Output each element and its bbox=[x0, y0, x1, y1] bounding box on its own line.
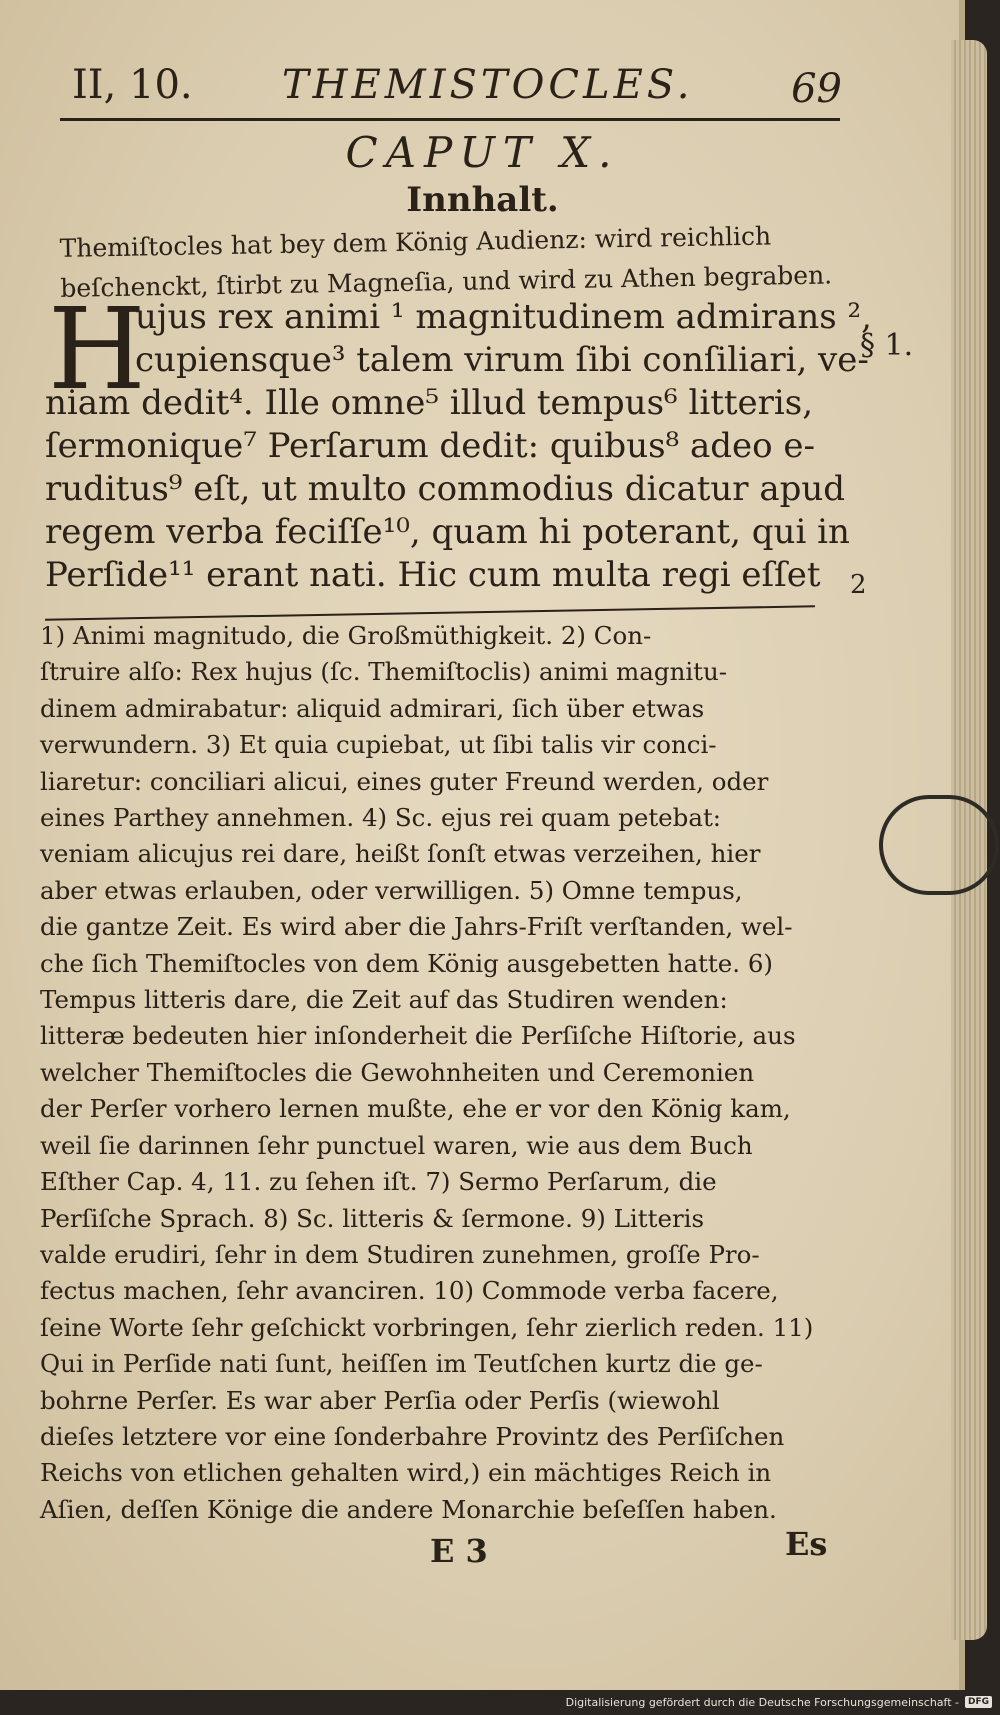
footnote-line: Reichs von etlichen gehalten wird,) ein mächtiges Reich in bbox=[40, 1458, 772, 1488]
signature-mark: E 3 bbox=[430, 1532, 488, 1570]
contents-heading: Innhalt. bbox=[406, 180, 559, 220]
body-line: ruditus⁹ eſt, ut multo commodius dicatur apud bbox=[45, 469, 846, 509]
footnote-line: bohrne Perſer. Es war aber Perſia oder Perſis (wiewohl bbox=[40, 1385, 720, 1415]
footnote-line: dieſes letztere vor eine ſonderbahre Provintz des Perſiſchen bbox=[40, 1421, 785, 1451]
body-line: ujus rex animi ¹ magnitudinem admirans ², bbox=[135, 297, 872, 337]
body-line: Perſide¹¹ erant nati. Hic cum multa regi eſſet bbox=[45, 555, 821, 595]
footnote-line: eines Parthey annehmen. 4) Sc. ejus rei quam petebat: bbox=[40, 803, 722, 833]
body-line: regem verba feciſſe¹⁰, quam hi poterant, qui in bbox=[45, 512, 850, 552]
footnote-line: Perſiſche Sprach. 8) Sc. litteris & ſermone. 9) Litteris bbox=[40, 1203, 705, 1233]
footnote-line: Eſther Cap. 4, 11. zu ſehen iſt. 7) Sermo Perſarum, die bbox=[40, 1167, 717, 1197]
footnote-line: veniam alicujus rei dare, heißt ſonſt etwas verzeihen, hier bbox=[40, 839, 761, 869]
chapter-heading: CAPUT X. bbox=[345, 128, 620, 177]
chapter-summary bbox=[59, 215, 850, 309]
footnote-line: litteræ bedeuten hier inſonderheit die Perſiſche Hiſtorie, aus bbox=[40, 1021, 796, 1051]
footnote-line: 1) Animi magnitudo, die Großmüthigkeit. 2) Con- bbox=[40, 621, 652, 650]
dfg-logo: DFG bbox=[965, 1696, 992, 1708]
footnote-line: weil ſie darinnen ſehr punctuel waren, wie aus dem Buch bbox=[40, 1130, 753, 1160]
footnote-line: Aſien, deſſen Könige die andere Monarchie beſeſſen haben. bbox=[40, 1494, 777, 1524]
digitization-credit bbox=[566, 1693, 992, 1711]
body-line: cupiensque³ talem virum ſibi conſiliari, ve- bbox=[135, 340, 869, 380]
footnote-line: dinem admirabatur: aliquid admirari, ſich über etwas bbox=[40, 693, 705, 723]
body-text bbox=[45, 382, 850, 597]
summary-line: Themiſtocles hat bey dem König Audienz: wird reichlich bbox=[59, 221, 772, 263]
drop-capital: H bbox=[48, 285, 146, 415]
footnote-line: che ſich Themiſtocles von dem König ausgebetten hatte. 6) bbox=[40, 948, 773, 978]
footnote-line: fectus machen, ſehr avanciren. 10) Commode verba facere, bbox=[40, 1276, 779, 1306]
running-title: THEMISTOCLES. bbox=[282, 62, 694, 108]
footnote-line: verwundern. 3) Et quia cupiebat, ut ſibi talis vir conci- bbox=[40, 730, 717, 760]
header-rule bbox=[60, 118, 840, 121]
section-number: II, 10. bbox=[72, 62, 193, 108]
running-header bbox=[72, 58, 852, 118]
margin-section-mark: § 1. bbox=[860, 328, 914, 363]
footnote-line: Qui in Perſide nati ſunt, heiſſen im Teutſchen kurtz die ge- bbox=[40, 1349, 763, 1379]
footnotes bbox=[40, 618, 840, 1528]
credit-text: Digitalisierung gefördert durch die Deutsche Forschungsgemeinschaft - bbox=[565, 1695, 959, 1709]
body-line: ſermonique⁷ Perſarum dedit: quibus⁸ adeo e- bbox=[45, 426, 816, 466]
footnote-line: Tempus litteris dare, die Zeit auf das Studiren wenden: bbox=[40, 985, 728, 1015]
margin-number: 2 bbox=[850, 570, 867, 600]
book-clasp bbox=[879, 795, 999, 895]
footnote-line: ſeine Worte ſehr geſchickt vorbringen, ſehr zierlich reden. 11) bbox=[40, 1312, 814, 1342]
footnote-line: ſtruire alſo: Rex hujus (ſc. Themiſtoclis) animi magnitu- bbox=[40, 657, 728, 687]
footnote-line: welcher Themiſtocles die Gewohnheiten und Ceremonien bbox=[40, 1057, 755, 1087]
catchword: Es bbox=[785, 1525, 828, 1563]
summary-line: beſchenckt, ſtirbt zu Magneſia, und wird zu Athen begraben. bbox=[60, 260, 833, 303]
footnote-line: valde erudiri, ſehr in dem Studiren zunehmen, groſſe Pro- bbox=[40, 1239, 760, 1269]
footnote-line: aber etwas erlauben, oder verwilligen. 5) Omne tempus, bbox=[40, 875, 743, 905]
footnote-line: die gantze Zeit. Es wird aber die Jahrs-Friſt verſtanden, wel- bbox=[40, 912, 793, 942]
body-line: niam dedit⁴. Ille omne⁵ illud tempus⁶ litteris, bbox=[45, 383, 814, 423]
page-number: 69 bbox=[791, 66, 842, 112]
footnote-line: liaretur: conciliari alicui, eines guter Freund werden, oder bbox=[40, 766, 769, 796]
footnote-line: der Perſer vorhero lernen mußte, ehe er vor den König kam, bbox=[40, 1094, 791, 1124]
body-opening bbox=[135, 296, 872, 382]
